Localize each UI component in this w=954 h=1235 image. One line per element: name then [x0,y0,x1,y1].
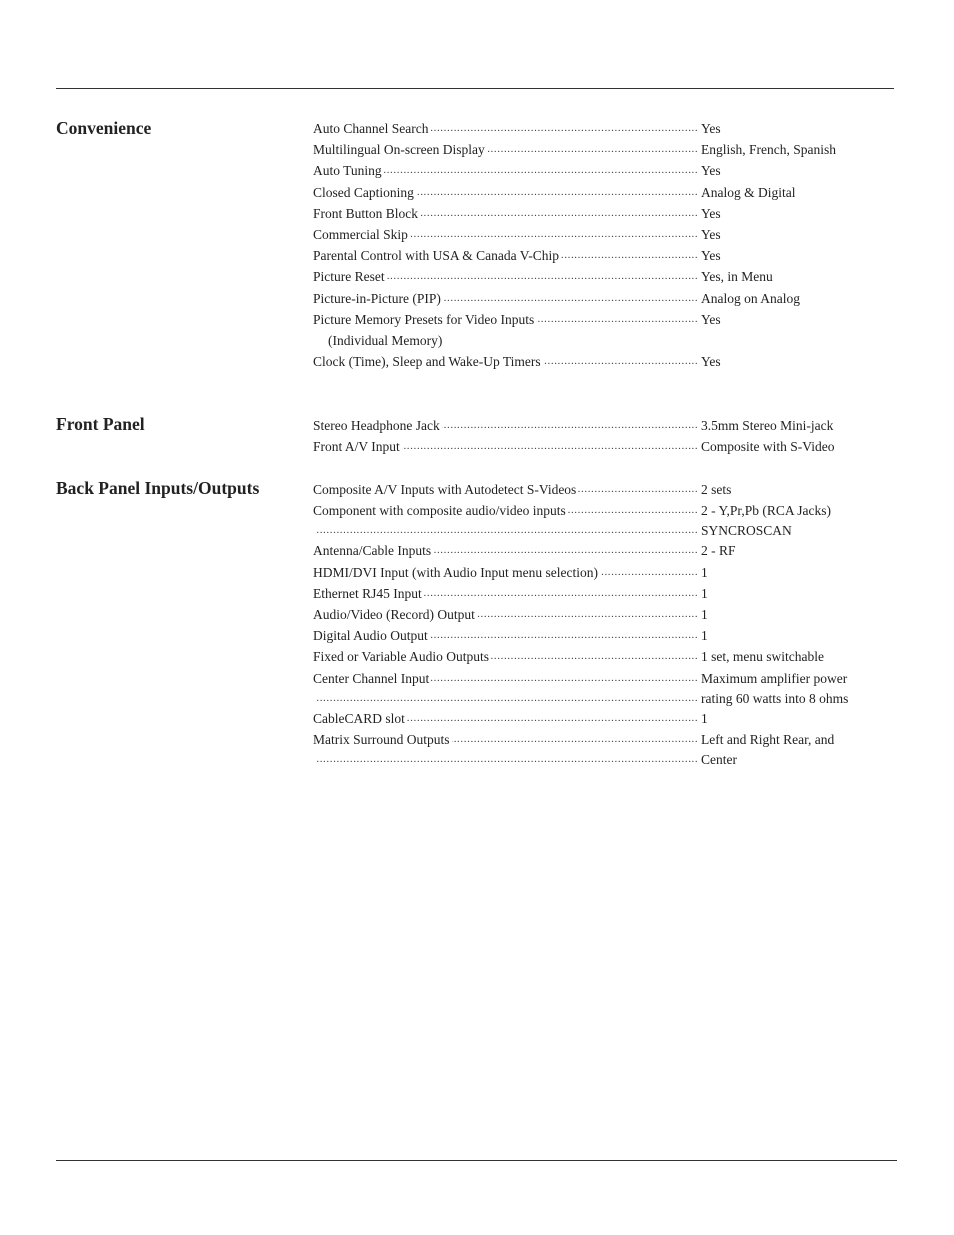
spec-label: Closed Captioning [313,184,414,200]
spec-value: Center [701,752,737,768]
spec-label: CableCARD slot [313,710,405,726]
spec-label: Picture Reset [313,269,385,285]
spec-row [313,415,893,436]
spec-value: 1 [701,606,708,622]
spec-row [313,562,893,583]
spec-row [313,351,893,372]
spec-value: 1 [701,585,708,601]
spec-label: Stereo Headphone Jack [313,418,440,433]
spec-value: 1 [701,628,708,644]
spec-value: Yes [701,311,721,327]
spec-row [313,224,893,245]
spec-value: Yes [701,248,721,264]
spec-row [313,668,893,689]
spec-row [313,583,893,604]
spec-value: Yes [701,205,721,221]
spec-row-note [313,330,893,351]
spec-row [313,436,893,457]
spec-row-continued [313,689,893,708]
spec-value: Analog & Digital [701,184,796,200]
spec-label: HDMI/DVI Input (with Audio Input menu selection) [313,564,598,580]
section-title: Convenience [56,118,152,138]
spec-value: Yes [701,121,721,136]
spec-note: (Individual Memory) [328,332,443,348]
spec-row-continued [313,750,893,769]
spec-row-continued [313,521,893,540]
spec-row [313,604,893,625]
bottom-rule [56,1160,897,1161]
spec-label: Antenna/Cable Inputs [313,543,432,559]
spec-label: Clock (Time), Sleep and Wake-Up Timers [313,353,541,369]
spec-row [313,288,893,309]
spec-label: Ethernet RJ45 Input [313,585,422,601]
spec-row [313,160,893,181]
spec-row [313,625,893,646]
spec-label: Auto Channel Search [313,121,429,136]
spec-label [313,523,315,538]
spec-label: Commercial Skip [313,226,408,242]
spec-value: 1 [701,564,708,580]
spec-label: Component with composite audio/video inputs [313,503,566,519]
spec-label: Composite A/V Inputs with Autodetect S-Videos [313,482,577,497]
spec-label: Picture Memory Presets for Video Inputs [313,311,535,327]
spec-value: Yes [701,226,721,242]
spec-label: Parental Control with USA & Canada V-Chip [313,248,559,264]
top-rule [56,88,894,89]
spec-value: Yes [701,353,721,369]
spec-row [313,182,893,203]
spec-value: 1 set, menu switchable [701,649,824,665]
spec-row [313,708,893,729]
spec-row [313,203,893,224]
spec-value: Composite with S-Video [701,439,835,455]
spec-value: Left and Right Rear, and [701,731,835,747]
spec-list [313,118,893,372]
spec-row [313,266,893,287]
spec-label: Digital Audio Output [313,628,428,644]
spec-row [313,500,893,521]
spec-row [313,729,893,750]
spec-value: SYNCROSCAN [701,523,792,539]
spec-label: Fixed or Variable Audio Outputs [313,649,489,665]
spec-value: English, French, Spanish [701,142,836,158]
spec-label [313,691,315,706]
spec-list [313,479,893,769]
spec-row [313,139,893,160]
spec-row [313,118,893,139]
spec-row [313,646,893,667]
spec-label: Auto Tuning [313,163,382,179]
section-title: Back Panel Inputs/Outputs [56,478,260,498]
spec-label: Center Channel Input [313,670,430,686]
spec-row [313,479,893,500]
spec-value: 3.5mm Stereo Mini-jack [701,418,834,433]
spec-value: Analog on Analog [701,290,800,306]
spec-value: 2 - RF [701,543,736,559]
spec-value: Yes, in Menu [701,269,773,285]
spec-row [313,245,893,266]
spec-label: Multilingual On-screen Display [313,142,485,158]
spec-label: Matrix Surround Outputs [313,731,450,747]
spec-label: Front Button Block [313,205,419,221]
spec-label: Picture-in-Picture (PIP) [313,290,441,306]
spec-value: 1 [701,710,708,726]
section-title: Front Panel [56,414,145,434]
spec-value: Yes [701,163,721,179]
spec-row [313,309,893,330]
spec-value: 2 sets [701,482,732,497]
spec-value: 2 - Y,Pr,Pb (RCA Jacks) [701,503,831,519]
spec-row [313,540,893,561]
spec-label: Audio/Video (Record) Output [313,606,475,622]
spec-value: rating 60 watts into 8 ohms [701,690,849,706]
spec-list [313,415,893,457]
spec-value: Maximum amplifier power [701,670,848,686]
spec-label [313,752,315,767]
spec-label: Front A/V Input [313,439,400,455]
